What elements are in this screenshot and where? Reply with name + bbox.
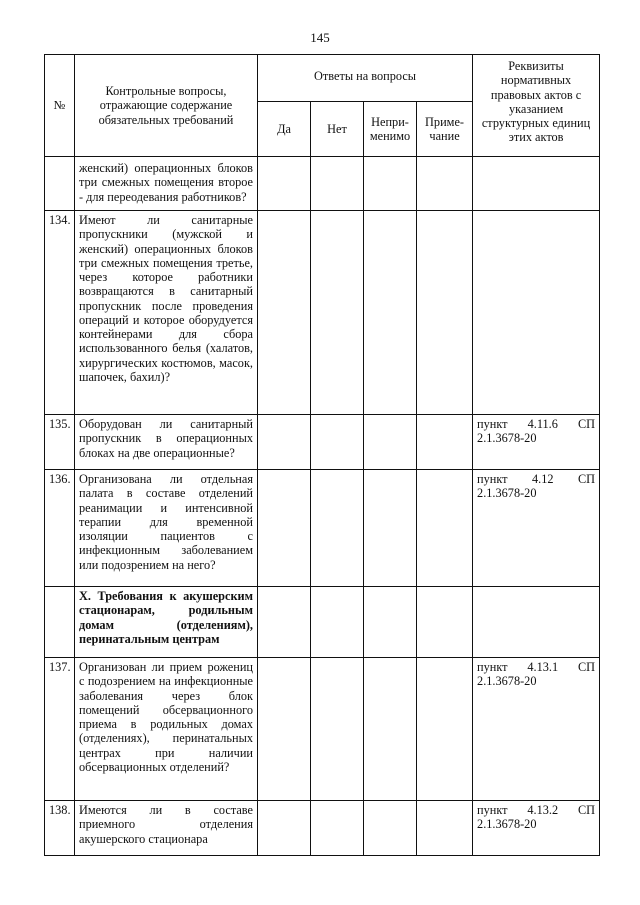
cell-yes xyxy=(258,801,311,856)
cell-na xyxy=(364,658,417,801)
table-row xyxy=(45,470,600,587)
table-row xyxy=(45,658,600,801)
cell-no xyxy=(311,415,364,470)
cell-no xyxy=(311,157,364,211)
cell-note xyxy=(417,157,473,211)
cell-note xyxy=(417,801,473,856)
row-question: Имеются ли в составе приемного отделения акушерского стационара xyxy=(75,801,258,856)
row-requisites: пункт 4.13.1 СП 2.1.3678-20 xyxy=(473,658,600,801)
header-yes: Да xyxy=(258,102,311,157)
section-row xyxy=(45,587,600,658)
cell-na xyxy=(364,211,417,415)
table-row xyxy=(45,157,600,211)
cell-note xyxy=(417,587,473,658)
page-number: 145 xyxy=(310,30,330,45)
cell-no xyxy=(311,658,364,801)
section-number-cell xyxy=(45,587,75,658)
cell-yes xyxy=(258,157,311,211)
header-answers: Ответы на вопросы xyxy=(258,55,473,102)
cell-na xyxy=(364,415,417,470)
header-note: Приме- чание xyxy=(417,102,473,157)
cell-note xyxy=(417,658,473,801)
cell-yes xyxy=(258,415,311,470)
table-row xyxy=(45,801,600,856)
table-row xyxy=(45,211,600,415)
row-number: 137. xyxy=(45,658,75,801)
cell-yes xyxy=(258,658,311,801)
cell-note xyxy=(417,470,473,587)
row-number: 135. xyxy=(45,415,75,470)
cell-no xyxy=(311,801,364,856)
row-requisites xyxy=(473,211,600,415)
cell-yes xyxy=(258,587,311,658)
row-question: Оборудован ли санитарный пропускник в операционных блоках на две операционные? xyxy=(75,415,258,470)
cell-na xyxy=(364,470,417,587)
cell-yes xyxy=(258,211,311,415)
cell-na xyxy=(364,801,417,856)
row-question: Организован ли прием рожениц с подозрением на инфекционные заболевания через блок помещений обсервационного приема в родильных домах (отделениях), перинатальных центрах при наличии обсервационных отделений? xyxy=(75,658,258,801)
header-question: Контрольные вопросы, отражающие содержание обязательных требований xyxy=(75,55,258,157)
cell-na xyxy=(364,157,417,211)
row-question: Организована ли отдельная палата в составе отделений реанимации и интенсивной терапии для временной изоляции пациентов с инфекционным заболеванием или подозрением на него? xyxy=(75,470,258,587)
row-number: 136. xyxy=(45,470,75,587)
row-question: женский) операционных блоков три смежных помещения второе - для переодевания работников? xyxy=(75,157,258,211)
row-number xyxy=(45,157,75,211)
cell-no xyxy=(311,587,364,658)
row-question: Имеют ли санитарные пропускники (мужской и женский) операционных блоков три смежных помещения третье, через которое работники возвращаются в санитарный пропускник после проведения операций и которое оборудуется контейнерами для сбора использованного белья (халатов, хирургических костюмов, масок, шапочек, бахил)? xyxy=(75,211,258,415)
header-requisites: Реквизиты нормативных правовых актов с указанием структурных единиц этих актов xyxy=(473,55,600,157)
table-row xyxy=(45,415,600,470)
header-num: № xyxy=(45,55,75,157)
row-requisites: пункт 4.11.6 СП 2.1.3678-20 xyxy=(473,415,600,470)
cell-note xyxy=(417,211,473,415)
cell-no xyxy=(311,211,364,415)
cell-na xyxy=(364,587,417,658)
header-na: Непри- менимо xyxy=(364,102,417,157)
cell-no xyxy=(311,470,364,587)
section-heading: X. Требования к акушерским стационарам, родильным домам (отделениям), перинатальным центрам xyxy=(75,587,258,658)
row-requisites: пункт 4.12 СП 2.1.3678-20 xyxy=(473,470,600,587)
row-number: 134. xyxy=(45,211,75,415)
header-no: Нет xyxy=(311,102,364,157)
row-requisites xyxy=(473,587,600,658)
row-requisites: пункт 4.13.2 СП 2.1.3678-20 xyxy=(473,801,600,856)
row-requisites xyxy=(473,157,600,211)
cell-yes xyxy=(258,470,311,587)
checklist-table xyxy=(44,54,600,856)
cell-note xyxy=(417,415,473,470)
row-number: 138. xyxy=(45,801,75,856)
